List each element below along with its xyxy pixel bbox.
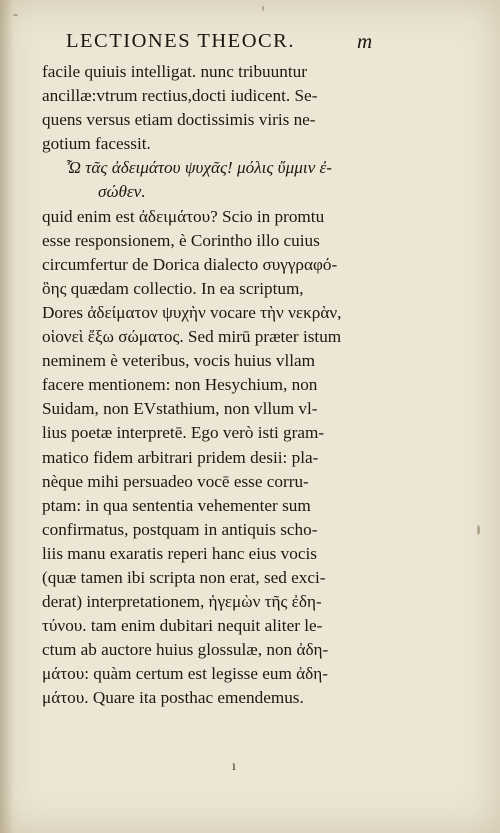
text-line: facile quiuis intelligat. nunc tribuuntur [42,62,307,81]
text-line: neminem è veteribus, vocis huius vllam [42,351,316,371]
text-line: quid enim est ἀδειμάτου? Scio in promtu [42,206,325,226]
text-line: lius poetæ interpretē. Ego verò isti gram- [42,423,325,443]
greek-quotation-line: Ὦ τᾶς ἀδειμάτου ψυχᾶς! μόλις ὔμμιν ἐ- [66,158,333,178]
text-line: Suidam, non EVstathium, non vllum vl- [42,399,318,419]
text-line: Dores ἀδείματον ψυχὴν vocare τὴν νεκρὰν, [42,302,342,322]
paper-speck [13,14,18,16]
text-line: liis manu exaratis reperi hanc eius vocis [42,543,317,563]
text-line: οἱονεὶ ἔξω σώματος. Sed mirū præter istum [42,327,342,347]
text-line: (quæ tamen ibi scripta non erat, sed exci- [42,567,326,587]
text-line: facere mentionem: non Hesychium, non [42,375,318,395]
text-line: esse responsionem, è Corintho illo cuius [42,230,320,250]
text-line: confirmatus, postquam in antiquis scho- [42,519,318,539]
paper-speck [477,525,480,535]
text-line: quens versus etiam doctissimis viris ne- [42,110,316,130]
text-line: nèque mihi persuadeo vocē esse corru- [42,471,309,491]
signature-mark: ı [232,759,236,774]
paper-speck [262,6,264,11]
text-line: μάτου. Quare ita posthac emendemus. [42,688,304,708]
text-line: circumfertur de Dorica dialecto συγγραφό- [42,254,338,274]
text-line: ptam: in qua sententia vehementer sum [42,495,311,515]
text-line: ctum ab auctore huius glossulæ, non ἀδη- [42,640,329,660]
folio-number: m [357,29,373,53]
running-head: LECTIONES THEOCR. [66,30,295,52]
text-block [42,60,364,711]
text-line: matico fidem arbitrari pridem desii: pla- [42,447,319,467]
greek-quotation-line: σώθεν. [98,182,146,202]
text-line: gotium facessit. [42,134,151,154]
text-line: ὃης quædam collectio. In ea scriptum, [42,278,304,298]
text-line: μάτου: quàm certum est legisse eum ἀδη- [42,664,328,684]
text-line: τύνου. tam enim dubitari nequit aliter le- [42,616,323,636]
text-line: ancillæ:vtrum rectius,docti iudicent. Se- [42,86,318,106]
gutter-shadow [0,0,14,833]
text-line: derat) interpretationem, ἡγεμὼν τῆς ἐδη- [42,592,322,612]
